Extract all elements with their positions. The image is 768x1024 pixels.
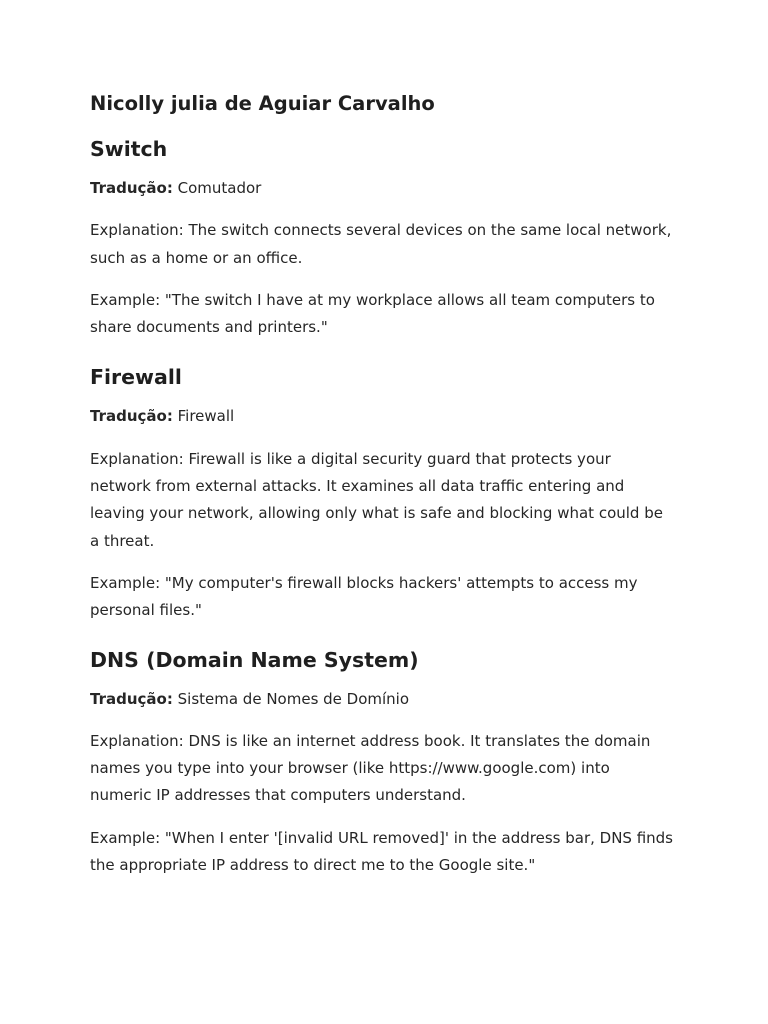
explanation-paragraph <box>90 446 690 555</box>
translation-label: Tradução: <box>90 689 173 708</box>
text-line: share documents and printers." <box>90 318 328 337</box>
example-paragraph <box>90 570 690 625</box>
text-line: leaving your network, allowing only what is safe and blocking what could be <box>90 504 663 523</box>
text-line: the appropriate IP address to direct me to the Google site." <box>90 856 536 875</box>
text-line: personal files." <box>90 601 202 620</box>
translation-value: Sistema de Nomes de Domínio <box>177 689 410 708</box>
text-line: Explanation: DNS is like an internet address book. It translates the domain <box>90 731 651 750</box>
example-paragraph <box>90 825 690 880</box>
text-line: Example: "The switch I have at my workplace allows all team computers to <box>90 290 655 309</box>
text-line: Example: "When I enter '[invalid URL removed]' in the address bar, DNS finds <box>90 828 674 847</box>
translation-line <box>90 175 690 202</box>
text-line: a threat. <box>90 531 155 550</box>
text-line: Example: "My computer's firewall blocks hackers' attempts to access my <box>90 573 638 592</box>
explanation-paragraph <box>90 728 690 810</box>
author-name: Nicolly julia de Aguiar Carvalho <box>90 92 435 115</box>
text-line: names you type into your browser (like https://www.google.com) into <box>90 759 610 778</box>
translation-label: Tradução: <box>90 179 173 197</box>
section-firewall <box>90 362 690 624</box>
document-body <box>90 90 690 879</box>
translation-label: Tradução: <box>90 407 173 426</box>
text-line: numeric IP addresses that computers understand. <box>90 786 466 805</box>
text-line: such as a home or an office. <box>90 248 303 267</box>
term-title: DNS (Domain Name System) <box>90 647 419 672</box>
text-line: network from external attacks. It examines all data traffic entering and <box>90 477 625 496</box>
text-line: Explanation: The switch connects several devices on the same local network, <box>90 221 672 240</box>
translation-value: Firewall <box>177 407 235 426</box>
translation-line <box>90 403 690 430</box>
term-title: Switch <box>90 137 168 161</box>
term-title: Firewall <box>90 365 182 390</box>
translation-value: Comutador <box>177 179 262 197</box>
section-dns <box>90 645 690 880</box>
explanation-paragraph <box>90 217 690 272</box>
text-line: Explanation: Firewall is like a digital security guard that protects your <box>90 449 611 468</box>
example-paragraph <box>90 287 690 342</box>
translation-line <box>90 686 690 713</box>
section-switch <box>90 134 690 341</box>
